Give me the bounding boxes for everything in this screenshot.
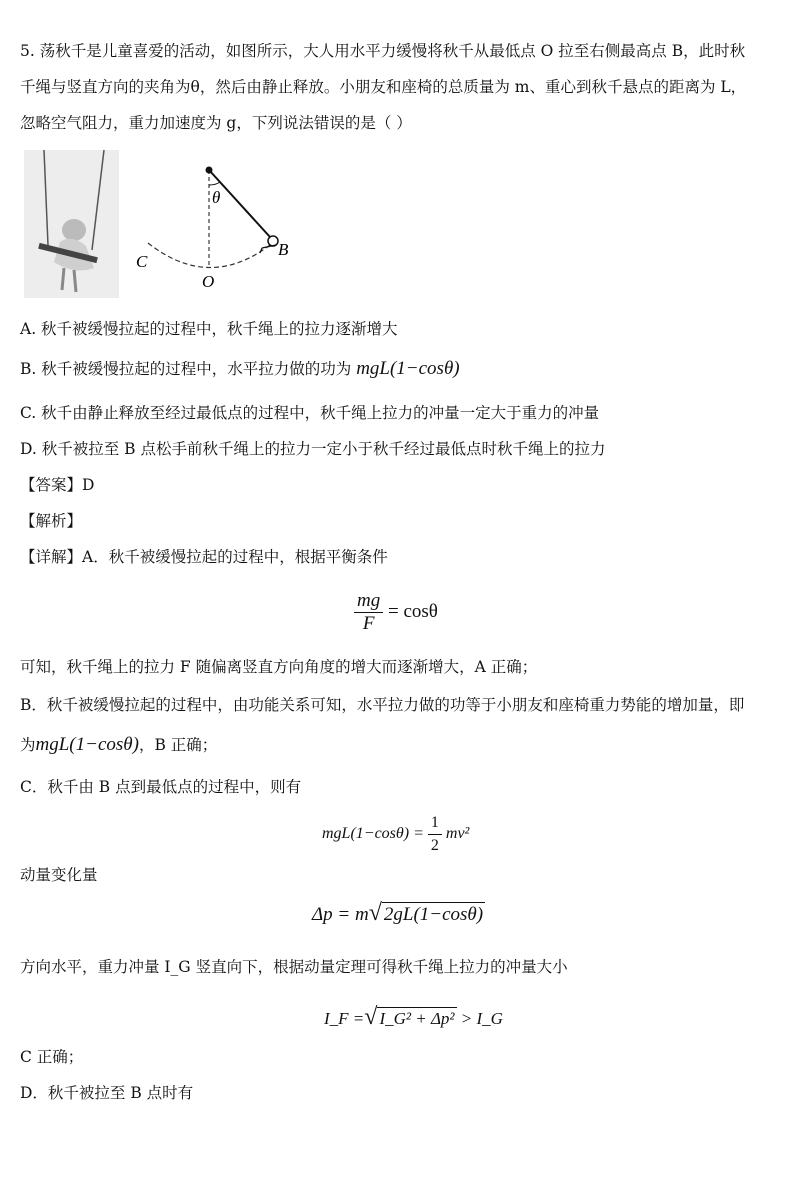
swing-diagram xyxy=(130,155,310,299)
detail-b-suffix: ，B 正确； xyxy=(138,736,218,754)
formula-energy-lhs: mgL(1−cosθ) = xyxy=(322,825,424,843)
formula-equilibrium xyxy=(354,590,438,635)
formula-momentum-root: 2gL(1−cosθ) xyxy=(383,904,484,925)
formula-impulse-lhs: I_F = xyxy=(324,1009,365,1028)
formula-energy-rhs: mv² xyxy=(445,825,470,843)
formula-equilibrium-denominator: F xyxy=(362,613,375,634)
formula-impulse-root: I_G² + Δp² xyxy=(379,1009,455,1028)
point-o-label: O xyxy=(202,272,215,291)
option-b-formula: mgL(1−cosθ) xyxy=(356,358,460,379)
detail-b-line-1: B．秋千被缓慢拉起的过程中，由功能关系可知，水平拉力做的功等于小朋友和座椅重力势能的增加量，即 xyxy=(20,696,745,714)
question-line-3: 忽略空气阻力，重力加速度为 g，下列说法错误的是（ ） xyxy=(20,114,412,132)
detail-c-line-2: 方向水平，重力冲量 I_G 竖直向下，根据动量定理可得秋千绳上拉力的冲量大小 xyxy=(20,958,568,976)
sqrt-icon: √ xyxy=(364,1004,378,1030)
sqrt-icon: √ xyxy=(368,900,382,926)
detail-b-line-2 xyxy=(20,734,217,756)
detail-d-line-1: D．秋千被拉至 B 点时有 xyxy=(20,1084,194,1102)
point-b-label: B xyxy=(278,240,289,259)
formula-equilibrium-rhs: = cosθ xyxy=(387,600,438,622)
option-a: A. 秋千被缓慢拉起的过程中，秋千绳上的拉力逐渐增大 xyxy=(20,320,398,338)
option-b xyxy=(20,358,460,380)
detail-c-line-1: C．秋千由 B 点到最低点的过程中，则有 xyxy=(20,778,302,796)
detail-b-prefix: 为 xyxy=(20,736,36,754)
analysis-label: 【解析】 xyxy=(20,512,83,530)
formula-impulse-rhs: > I_G xyxy=(460,1009,503,1028)
detail-c-conclusion: C 正确； xyxy=(20,1048,84,1066)
formula-impulse xyxy=(324,1004,503,1031)
point-c-label: C xyxy=(136,252,148,271)
detail-a-intro: 【详解】A．秋千被缓慢拉起的过程中，根据平衡条件 xyxy=(20,548,388,566)
swing-photo xyxy=(24,150,119,298)
theta-label: θ xyxy=(212,188,221,207)
formula-momentum-lhs: Δp = m xyxy=(312,904,369,925)
formula-energy-numerator: 1 xyxy=(428,812,442,835)
option-d: D. 秋千被拉至 B 点松手前秋千绳上的拉力一定小于秋千经过最低点时秋千绳上的拉力 xyxy=(20,440,606,458)
option-c: C. 秋千由静止释放至经过最低点的过程中，秋千绳上拉力的冲量一定大于重力的冲量 xyxy=(20,404,600,422)
detail-a-conclusion: 可知，秋千绳上的拉力 F 随偏离竖直方向角度的增大而逐渐增大，A 正确； xyxy=(20,658,538,676)
answer: 【答案】D xyxy=(20,476,95,494)
detail-b-formula: mgL(1−cosθ) xyxy=(35,734,139,755)
formula-momentum xyxy=(312,900,485,927)
formula-equilibrium-numerator: mg xyxy=(354,590,383,613)
question-line-1: 5. 荡秋千是儿童喜爱的活动，如图所示，大人用水平力缓慢将秋千从最低点 O 拉至右侧最高点 B，此时秋 xyxy=(20,42,746,60)
formula-energy-denominator: 2 xyxy=(430,837,439,854)
option-b-text: B. 秋千被缓慢拉起的过程中，水平拉力做的功为 xyxy=(20,360,352,378)
detail-momentum-label: 动量变化量 xyxy=(20,866,98,884)
formula-energy xyxy=(322,812,469,857)
question-line-2: 千绳与竖直方向的夹角为θ，然后由静止释放。小朋友和座椅的总质量为 m、重心到秋千悬点的距离为 L， xyxy=(20,78,747,96)
